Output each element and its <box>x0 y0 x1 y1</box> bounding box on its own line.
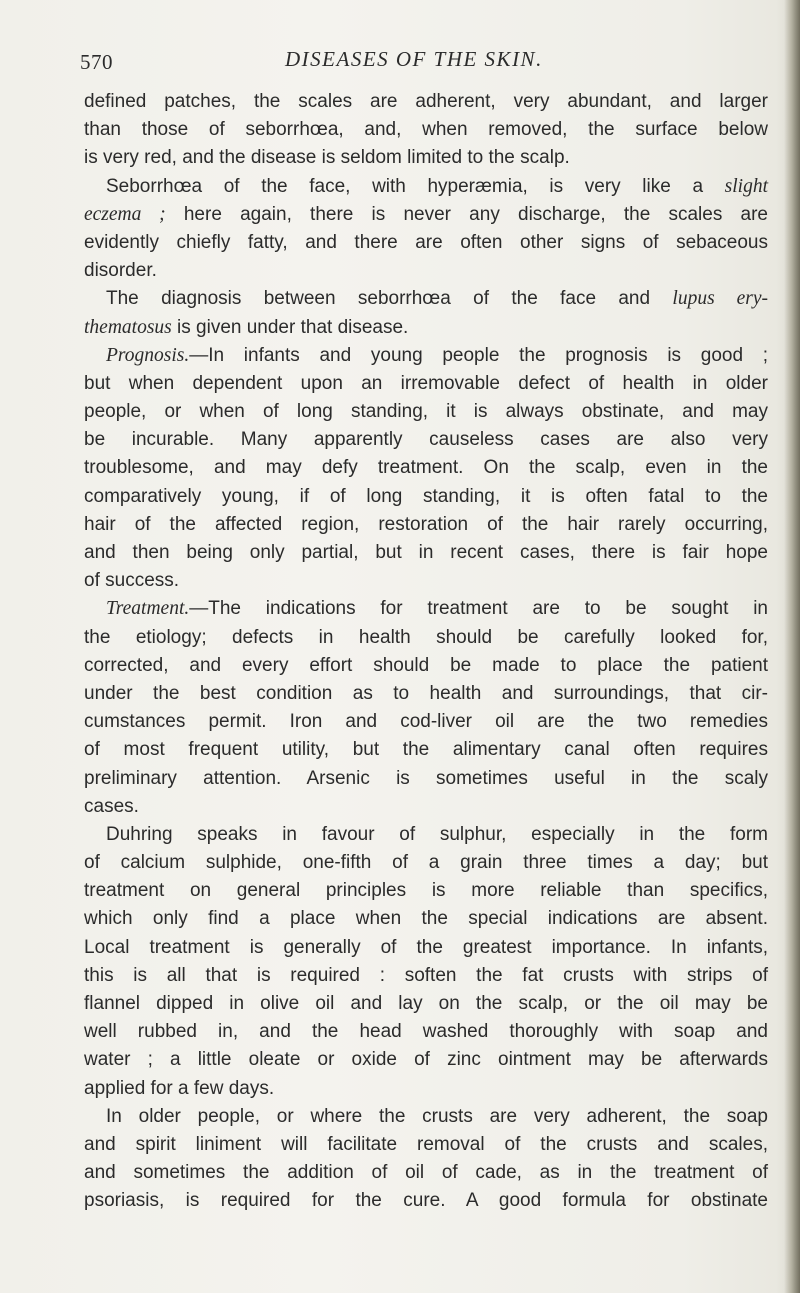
text-line <box>84 88 768 116</box>
text-segment: —The indications for treatment are to be sought in <box>189 598 768 620</box>
text-line <box>84 229 768 257</box>
text-line <box>84 116 768 144</box>
text-segment: troublesome, and may defy treatment. On the scalp, even in the <box>84 457 768 479</box>
text-segment: cumstances permit. Iron and cod-liver oil are the two remedies <box>84 711 768 733</box>
text-line <box>84 1187 768 1215</box>
text-segment: Seborrhœa of the face, with hyperæmia, is very like a <box>106 175 725 197</box>
text-line <box>84 595 768 623</box>
text-segment: people, or when of long standing, it is always obstinate, and may <box>84 401 768 423</box>
italic-text-segment: slight <box>724 175 768 197</box>
text-line <box>84 1159 768 1187</box>
text-line <box>84 1046 768 1074</box>
text-segment: —In infants and young people the prognosis is good ; <box>189 344 768 366</box>
text-segment: of most frequent utility, but the alimentary canal often requires <box>84 739 768 761</box>
text-segment: Local treatment is generally of the greatest importance. In infants, <box>84 936 768 958</box>
text-line <box>84 257 768 285</box>
text-segment: Duhring speaks in favour of sulphur, especially in the form <box>106 823 768 845</box>
text-line <box>84 398 768 426</box>
text-segment: the etiology; defects in health should be carefully looked for, <box>84 626 768 648</box>
text-segment: and spirit liniment will facilitate removal of the crusts and scales, <box>84 1133 768 1155</box>
italic-text-segment: Prognosis. <box>106 344 190 366</box>
text-line <box>84 821 768 849</box>
text-segment: and then being only partial, but in recent cases, there is fair hope <box>84 542 768 563</box>
text-segment: hair of the affected region, restoration of the hair rarely occurring, <box>84 513 768 535</box>
running-head <box>80 44 760 74</box>
page-number: 570 <box>80 50 113 74</box>
text-segment: here again, there is never any discharge, the scales are <box>165 203 768 225</box>
text-segment: evidently chiefly fatty, and there are often other signs of sebaceous <box>84 231 768 253</box>
text-segment: which only find a place when the special indications are absent. <box>84 908 768 930</box>
text-line <box>84 511 768 539</box>
text-segment: of success. <box>84 570 180 592</box>
text-segment: but when dependent upon an irremovable defect of health in older <box>84 372 768 394</box>
italic-text-segment: thematosus <box>84 316 172 338</box>
text-segment: well rubbed in, and the head washed thoroughly with soap and <box>84 1021 768 1043</box>
text-line <box>84 765 768 793</box>
text-line <box>84 483 768 511</box>
text-line <box>84 652 768 680</box>
text-line <box>84 934 768 962</box>
text-line <box>84 173 768 201</box>
text-segment: than those of seborrhœa, and, when removed, the surface below <box>84 119 768 141</box>
text-line <box>84 144 768 172</box>
text-segment: is very red, and the disease is seldom limited to the scalp. <box>84 147 570 169</box>
text-segment: of calcium sulphide, one-fifth of a grain three times a day; but <box>84 852 768 874</box>
text-segment: In older people, or where the crusts are very adherent, the soap <box>106 1105 768 1127</box>
text-line <box>84 342 768 370</box>
text-line <box>84 201 768 229</box>
italic-text-segment: Treatment. <box>106 598 190 620</box>
text-line <box>84 370 768 398</box>
text-line <box>84 539 768 567</box>
text-segment: comparatively young, if of long standing, it is often fatal to the <box>84 485 768 507</box>
text-line <box>84 1103 768 1131</box>
text-line <box>84 990 768 1018</box>
text-line <box>84 624 768 652</box>
text-line <box>84 680 768 708</box>
text-segment: defined patches, the scales are adherent, very abundant, and larger <box>84 91 768 112</box>
text-line <box>84 426 768 454</box>
text-line <box>84 905 768 933</box>
text-line <box>84 314 768 342</box>
text-line <box>84 1018 768 1046</box>
text-line <box>84 1075 768 1103</box>
text-line <box>84 285 768 313</box>
text-segment: The diagnosis between seborrhœa of the face and <box>106 288 673 310</box>
text-line <box>84 793 768 821</box>
text-segment: be incurable. Many apparently causeless cases are also very <box>84 429 768 451</box>
text-line <box>84 1131 768 1159</box>
italic-text-segment: eczema ; <box>84 203 166 225</box>
text-line <box>84 708 768 736</box>
text-line <box>84 454 768 482</box>
text-line <box>84 877 768 905</box>
text-line <box>84 567 768 595</box>
text-segment: corrected, and every effort should be made to place the patient <box>84 654 768 676</box>
text-segment: this is all that is required : soften the fat crusts with strips of <box>84 964 768 986</box>
text-segment: disorder. <box>84 260 157 282</box>
text-segment: psoriasis, is required for the cure. A good formula for obstinate <box>84 1190 768 1212</box>
text-segment: applied for a few days. <box>84 1077 275 1099</box>
text-segment: water ; a little oleate or oxide of zinc ointment may be afterwards <box>84 1049 768 1071</box>
text-segment: preliminary attention. Arsenic is sometimes useful in the scaly <box>84 767 768 789</box>
italic-text-segment: lupus ery- <box>672 288 768 310</box>
text-segment: treatment on general principles is more reliable than specifics, <box>84 880 768 902</box>
text-line <box>84 736 768 764</box>
text-segment: flannel dipped in olive oil and lay on the scalp, or the oil may be <box>84 993 768 1014</box>
body-text <box>84 88 768 1216</box>
page-edge-shadow <box>784 0 800 1293</box>
text-segment: under the best condition as to health and surroundings, that cir- <box>84 682 768 704</box>
text-segment: cases. <box>84 795 139 817</box>
text-segment: is given under that disease. <box>171 316 409 338</box>
text-line <box>84 849 768 877</box>
running-title: DISEASES OF THE SKIN. <box>285 47 543 71</box>
text-line <box>84 962 768 990</box>
text-segment: and sometimes the addition of oil of cade, as in the treatment of <box>84 1162 768 1184</box>
